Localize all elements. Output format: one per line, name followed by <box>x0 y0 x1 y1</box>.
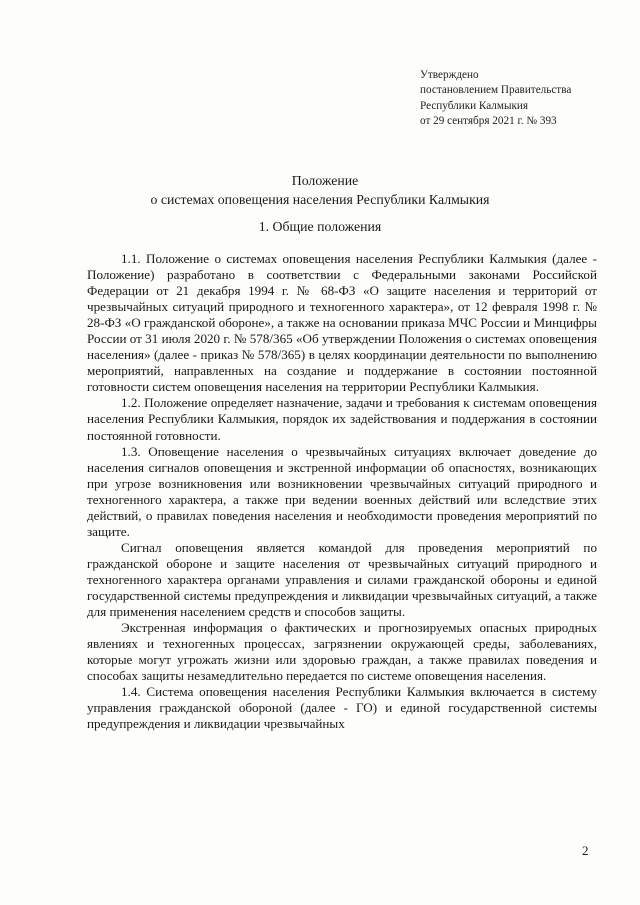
paragraph: Сигнал оповещения является командой для проведения мероприятий по гражданской обороне и защите населения от чрезвычайных ситуаций природного и техногенного характера органами управления и силами гражданской обороны и единой государственной системы предупреждения и ликвидации чрезвычайных ситуаций, а также для применения населением средств и способов защиты. <box>87 539 597 620</box>
paragraph: Экстренная информация о фактических и прогнозируемых опасных природных явлениях и техногенных процессах, загрязнении окружающей среды, заболеваниях, которые могут угрожать жизни или здоровью граждан, а также правилах поведения и способах защиты незамедлительно передается по системе оповещения населения. <box>87 620 597 684</box>
title-line: Положение <box>291 173 359 188</box>
approval-date-line: от 29 сентября 2021 г. № 393 <box>420 114 557 127</box>
page-number: 2 <box>582 843 589 858</box>
document-body <box>87 251 597 732</box>
approval-stamp <box>420 68 630 129</box>
document-title <box>0 171 640 209</box>
paragraph: 1.4. Система оповещения населения Республики Калмыкия включается в систему управления гражданской обороной (далее - ГО) и единой государственной системы предупреждения и ликвидации чрезвычайных <box>87 684 597 732</box>
approval-line: постановлением Правительства <box>420 84 572 97</box>
paragraph: 1.2. Положение определяет назначение, задачи и требования к системам оповещения населения Республики Калмыкия, порядок их задействования и поддержания в состоянии постоянной готовности. <box>87 395 597 443</box>
paragraph: 1.3. Оповещение населения о чрезвычайных ситуациях включает доведение до населения сигналов оповещения и экстренной информации об опасностях, возникающих при угрозе возникновения или возникновении чрезвычайных ситуаций природного и техногенного характера, а также при ведении военных действий или вследствие этих действий, о правилах поведения населения и необходимости проведения мероприятий по защите. <box>87 443 597 539</box>
paragraph: 1.1. Положение о системах оповещения населения Республики Калмыкия (далее - Положение) разработано в соответствии с Федеральными законами Российской Федерации от 21 декабря 1994 г. № 68-ФЗ «О защите населения и территорий от чрезвычайных ситуаций природного и техногенного характера», от 12 февраля 1998 г. № 28-ФЗ «О гражданской обороне», а также на основании приказа МЧС России и Минцифры России от 31 июля 2020 г. № 578/365 «Об утверждении Положения о системах оповещения населения» (далее - приказ № 578/365) в целях координации деятельности по выполнению мероприятий, направленных на создание и поддержание в состоянии постоянной готовности систем оповещения населения на территории Республики Калмыкия. <box>87 251 597 395</box>
approval-line: Утверждено <box>420 69 479 81</box>
title-subline: о системах оповещения населения Республики Калмыкия <box>150 192 490 207</box>
approval-line: Республики Калмыкия <box>420 99 529 112</box>
section-heading: 1. Общие положения <box>258 219 382 234</box>
